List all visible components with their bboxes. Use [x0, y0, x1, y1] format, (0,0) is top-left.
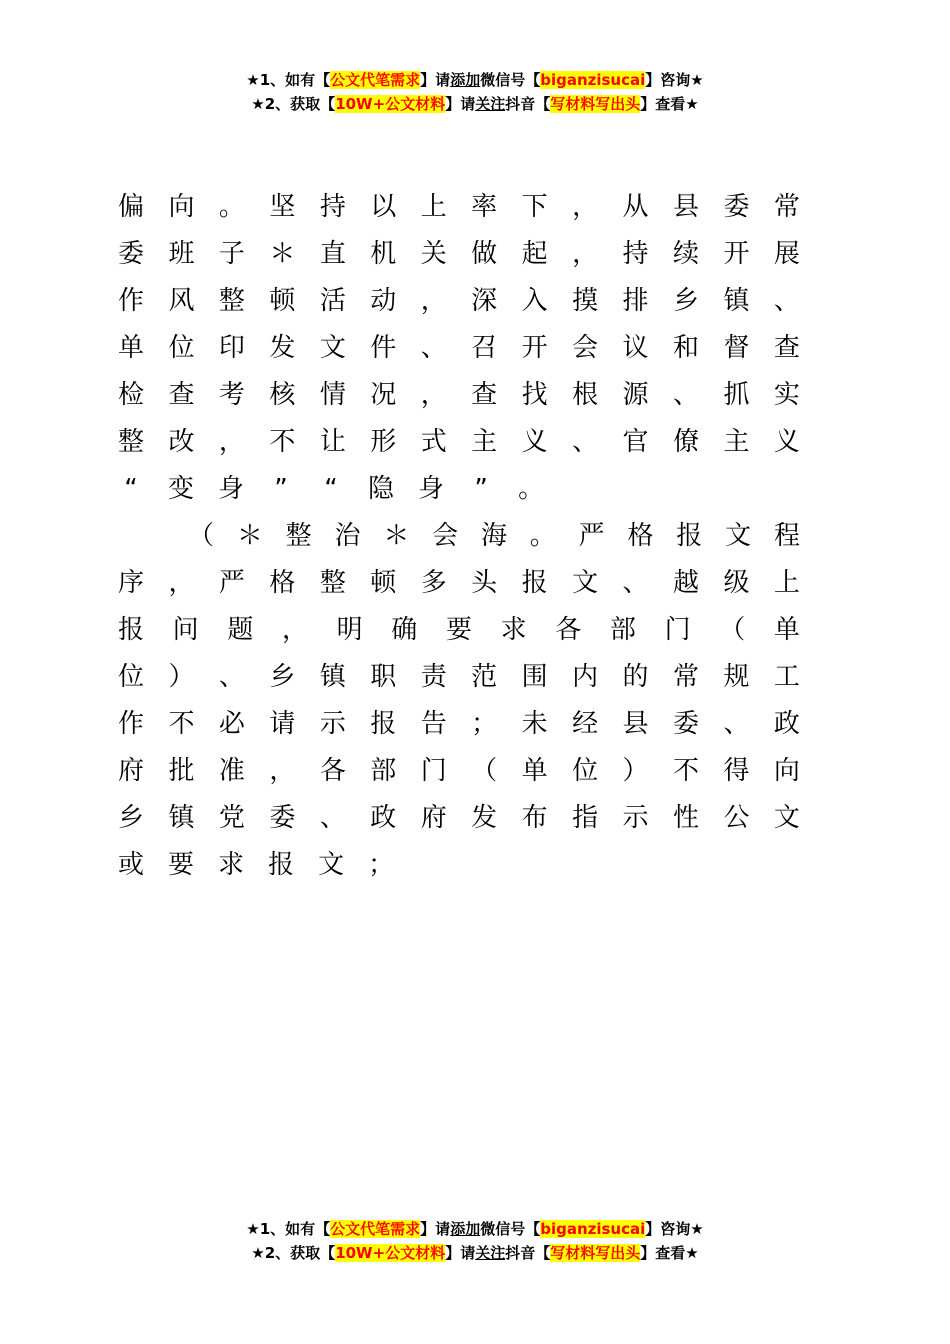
body-line	[118, 701, 800, 748]
body-char: ，	[572, 192, 599, 222]
body-char: （	[471, 756, 498, 786]
body-char: 职	[370, 662, 397, 692]
body-char: 整	[218, 286, 245, 316]
body-char: （	[188, 521, 215, 551]
body-char: 开	[723, 239, 750, 269]
body-char: 或	[118, 850, 145, 880]
body-char: 、	[420, 333, 447, 363]
body-char: 、	[773, 286, 800, 316]
footer-line-1	[0, 1217, 950, 1241]
body-char: 程	[773, 521, 800, 551]
body-char: 率	[471, 192, 498, 222]
body-char: 委	[672, 709, 699, 739]
body-line	[118, 372, 800, 419]
body-char: 政	[773, 709, 800, 739]
body-char: ”	[474, 474, 488, 504]
body-char: ）	[622, 756, 649, 786]
body-line	[118, 654, 800, 701]
body-char: 续	[672, 239, 699, 269]
body-char: 上	[420, 192, 447, 222]
body-char: 考	[218, 380, 245, 410]
body-char: 镇	[319, 662, 346, 692]
header-line-1	[0, 68, 950, 92]
document-body	[118, 184, 800, 889]
body-line	[118, 231, 800, 278]
body-char: 位	[118, 662, 145, 692]
body-char: 主	[723, 427, 750, 457]
body-char: 镇	[723, 286, 750, 316]
body-char: 、	[723, 709, 750, 739]
body-char: 上	[773, 568, 800, 598]
body-char: 求	[500, 615, 527, 645]
body-line	[118, 607, 800, 654]
body-char: 隐	[368, 474, 395, 504]
body-char: 单	[521, 756, 548, 786]
body-char: 开	[521, 333, 548, 363]
body-char: 查	[773, 333, 800, 363]
footer-line-1-text: 】请	[420, 1220, 451, 1238]
header-line-1-highlight-wechat: biganzisucai	[540, 71, 646, 89]
body-char: 级	[723, 568, 750, 598]
body-char: ＊	[236, 521, 263, 551]
body-char: 检	[118, 380, 145, 410]
body-line	[118, 795, 800, 842]
body-char: 和	[672, 333, 699, 363]
body-char: 义	[521, 427, 548, 457]
body-char: 身	[418, 474, 445, 504]
header-line-2-highlight-materials: 10W+公文材料	[335, 95, 446, 113]
body-char: 报	[268, 850, 295, 880]
footer-line-1-suffix: 】咨询★	[645, 1220, 704, 1238]
body-line	[118, 325, 800, 372]
footer-line-2-highlight-douyin: 写材料写出头	[550, 1244, 641, 1262]
body-char: 部	[609, 615, 636, 645]
body-char: 。	[529, 521, 556, 551]
body-char: 、	[218, 662, 245, 692]
body-char: 向	[168, 192, 195, 222]
footer-line-2-prefix: ★2、获取【	[251, 1244, 336, 1262]
body-line	[118, 419, 800, 466]
body-char: 身	[218, 474, 245, 504]
body-char: 情	[319, 380, 346, 410]
body-char: ，	[572, 239, 599, 269]
body-char: 整	[285, 521, 312, 551]
body-char: 文	[773, 803, 800, 833]
body-char: 要	[445, 615, 472, 645]
header-line-1-underlined: 添加	[450, 71, 481, 89]
body-char: 报	[521, 568, 548, 598]
body-char: 动	[370, 286, 397, 316]
header-line-2-prefix: ★2、获取【	[251, 95, 336, 113]
header-line-1-suffix: 】咨询★	[645, 71, 704, 89]
footer-line-2-suffix: 】查看★	[640, 1244, 699, 1262]
body-char: 下	[521, 192, 548, 222]
body-char: 各	[555, 615, 582, 645]
footer-banner	[0, 1217, 950, 1265]
footer-line-1-underlined: 添加	[450, 1220, 481, 1238]
body-char: 门	[664, 615, 691, 645]
body-char: 活	[319, 286, 346, 316]
body-char: 作	[118, 286, 145, 316]
header-line-1-text: 】请	[420, 71, 451, 89]
body-char: 经	[572, 709, 599, 739]
body-char: 顿	[269, 286, 296, 316]
body-char: 入	[521, 286, 548, 316]
body-char: 主	[471, 427, 498, 457]
body-char: 文	[319, 333, 346, 363]
header-line-1-prefix: ★1、如有【	[246, 71, 331, 89]
body-char: 得	[723, 756, 750, 786]
body-char: 根	[572, 380, 599, 410]
body-char: ”	[274, 474, 288, 504]
body-char: 内	[572, 662, 599, 692]
body-char: 位	[572, 756, 599, 786]
body-char: 规	[723, 662, 750, 692]
body-char: 范	[471, 662, 498, 692]
body-char: 发	[471, 803, 498, 833]
body-char: 委	[269, 803, 296, 833]
body-char: 委	[118, 239, 145, 269]
body-char: 府	[118, 756, 145, 786]
body-char: 顿	[370, 568, 397, 598]
body-char: 未	[521, 709, 548, 739]
body-line	[118, 278, 800, 325]
body-char: 越	[672, 568, 699, 598]
body-char: 起	[521, 239, 548, 269]
body-line	[118, 466, 800, 513]
body-char: 风	[168, 286, 195, 316]
body-char: 义	[773, 427, 800, 457]
body-char: 督	[723, 333, 750, 363]
body-char: 报	[118, 615, 145, 645]
body-char: 常	[672, 662, 699, 692]
header-line-2-text: 】请	[445, 95, 476, 113]
body-char: 件	[370, 333, 397, 363]
body-char: 深	[471, 286, 498, 316]
body-line	[118, 560, 800, 607]
body-char: 镇	[168, 803, 195, 833]
body-char: （	[719, 615, 746, 645]
body-char: 整	[319, 568, 346, 598]
body-char: ；	[368, 850, 395, 880]
footer-line-1-highlight-service: 公文代笔需求	[330, 1220, 421, 1238]
body-char: 关	[420, 239, 447, 269]
body-char: 印	[218, 333, 245, 363]
body-char: 、	[319, 803, 346, 833]
body-char: ，	[420, 380, 447, 410]
body-char: 官	[622, 427, 649, 457]
body-char: 。	[218, 192, 245, 222]
body-char: 查	[471, 380, 498, 410]
body-char: 况	[370, 380, 397, 410]
body-char: ＊	[383, 521, 410, 551]
body-char: 改	[168, 427, 195, 457]
body-char: 文	[725, 521, 752, 551]
body-char: 性	[672, 803, 699, 833]
body-char: 、	[572, 427, 599, 457]
body-char: 请	[269, 709, 296, 739]
body-char: 召	[471, 333, 498, 363]
footer-line-1-prefix: ★1、如有【	[246, 1220, 331, 1238]
body-char: 班	[168, 239, 195, 269]
body-char: 题	[227, 615, 254, 645]
body-char: 不	[168, 709, 195, 739]
body-char: ，	[168, 568, 195, 598]
header-line-1-highlight-service: 公文代笔需求	[330, 71, 421, 89]
body-char: 报	[370, 709, 397, 739]
body-char: 偏	[118, 192, 145, 222]
body-char: 。	[518, 474, 545, 504]
body-char: “	[324, 474, 338, 504]
footer-line-2-text: 】请	[445, 1244, 476, 1262]
body-char: 单	[773, 615, 800, 645]
body-char: 布	[521, 803, 548, 833]
body-line	[118, 184, 800, 231]
body-char: 头	[471, 568, 498, 598]
body-char: ；	[471, 709, 498, 739]
body-char: 让	[319, 427, 346, 457]
body-char: 部	[370, 756, 397, 786]
body-char: 常	[773, 192, 800, 222]
body-char: 示	[319, 709, 346, 739]
body-char: 报	[676, 521, 703, 551]
body-char: 直	[319, 239, 346, 269]
body-char: 变	[168, 474, 195, 504]
body-char: 要	[168, 850, 195, 880]
body-char: 从	[622, 192, 649, 222]
body-char: 持	[319, 192, 346, 222]
body-char: ，	[218, 427, 245, 457]
body-char: 严	[218, 568, 245, 598]
body-char: 的	[622, 662, 649, 692]
body-char: ，	[281, 615, 308, 645]
body-char: 示	[622, 803, 649, 833]
body-char: 作	[118, 709, 145, 739]
body-char: 、	[672, 380, 699, 410]
body-char: 确	[391, 615, 418, 645]
header-line-2-suffix: 】查看★	[640, 95, 699, 113]
body-char: 党	[218, 803, 245, 833]
body-char: 门	[420, 756, 447, 786]
body-char: 各	[319, 756, 346, 786]
footer-line-2-underlined: 关注	[475, 1244, 506, 1262]
body-char: 核	[269, 380, 296, 410]
body-char: ）	[168, 662, 195, 692]
footer-line-2-text-2: 抖音【	[505, 1244, 551, 1262]
body-char: 整	[118, 427, 145, 457]
body-char: ＊	[269, 239, 296, 269]
body-char: 文	[318, 850, 345, 880]
body-char: 形	[370, 427, 397, 457]
body-char: 格	[269, 568, 296, 598]
body-char: 明	[336, 615, 363, 645]
body-char: 海	[480, 521, 507, 551]
body-line	[118, 513, 800, 560]
body-char: 会	[432, 521, 459, 551]
body-char: 不	[269, 427, 296, 457]
body-char: 文	[572, 568, 599, 598]
body-char: 抓	[723, 380, 750, 410]
body-char: 告	[420, 709, 447, 739]
body-char: 责	[420, 662, 447, 692]
footer-line-2-highlight-materials: 10W+公文材料	[335, 1244, 446, 1262]
header-line-2-text-2: 抖音【	[505, 95, 551, 113]
footer-line-2	[0, 1241, 950, 1265]
body-char: 委	[723, 192, 750, 222]
body-char: 议	[622, 333, 649, 363]
body-char: 机	[370, 239, 397, 269]
body-char: 乡	[269, 662, 296, 692]
body-char: 格	[627, 521, 654, 551]
body-char: ，	[420, 286, 447, 316]
body-char: “	[124, 474, 138, 504]
body-char: 实	[773, 380, 800, 410]
body-char: 准	[218, 756, 245, 786]
body-char: 指	[572, 803, 599, 833]
header-line-2-underlined: 关注	[475, 95, 506, 113]
body-char: 展	[773, 239, 800, 269]
body-char: 式	[420, 427, 447, 457]
body-char: 向	[773, 756, 800, 786]
body-char: 乡	[672, 286, 699, 316]
body-char: 工	[773, 662, 800, 692]
body-line	[118, 748, 800, 795]
body-char: 僚	[672, 427, 699, 457]
body-char: 找	[521, 380, 548, 410]
body-line	[118, 842, 800, 889]
body-char: 序	[118, 568, 145, 598]
body-char: 政	[370, 803, 397, 833]
body-char: 以	[370, 192, 397, 222]
body-char: 公	[723, 803, 750, 833]
body-char: 不	[672, 756, 699, 786]
body-char: 乡	[118, 803, 145, 833]
body-char: ，	[269, 756, 296, 786]
body-char: 排	[622, 286, 649, 316]
header-line-2-highlight-douyin: 写材料写出头	[550, 95, 641, 113]
footer-line-1-highlight-wechat: biganzisucai	[540, 1220, 646, 1238]
body-char: 做	[471, 239, 498, 269]
body-char: 治	[334, 521, 361, 551]
header-line-1-text-2: 微信号【	[480, 71, 541, 89]
body-char: 问	[172, 615, 199, 645]
body-char: 子	[218, 239, 245, 269]
body-char: 坚	[269, 192, 296, 222]
body-char: 多	[420, 568, 447, 598]
body-char: 府	[420, 803, 447, 833]
body-char: 县	[672, 192, 699, 222]
body-char: 批	[168, 756, 195, 786]
body-char: 摸	[572, 286, 599, 316]
body-char: 围	[521, 662, 548, 692]
body-char: 县	[622, 709, 649, 739]
body-char: 持	[622, 239, 649, 269]
body-char: 查	[168, 380, 195, 410]
footer-line-1-text-2: 微信号【	[480, 1220, 541, 1238]
body-char: 会	[572, 333, 599, 363]
body-char: 求	[218, 850, 245, 880]
body-char: 必	[218, 709, 245, 739]
body-char: 单	[118, 333, 145, 363]
header-line-2	[0, 92, 950, 116]
body-char: 源	[622, 380, 649, 410]
body-char: 、	[622, 568, 649, 598]
header-banner	[0, 68, 950, 116]
body-char: 位	[168, 333, 195, 363]
body-char: 严	[578, 521, 605, 551]
body-char: 发	[269, 333, 296, 363]
